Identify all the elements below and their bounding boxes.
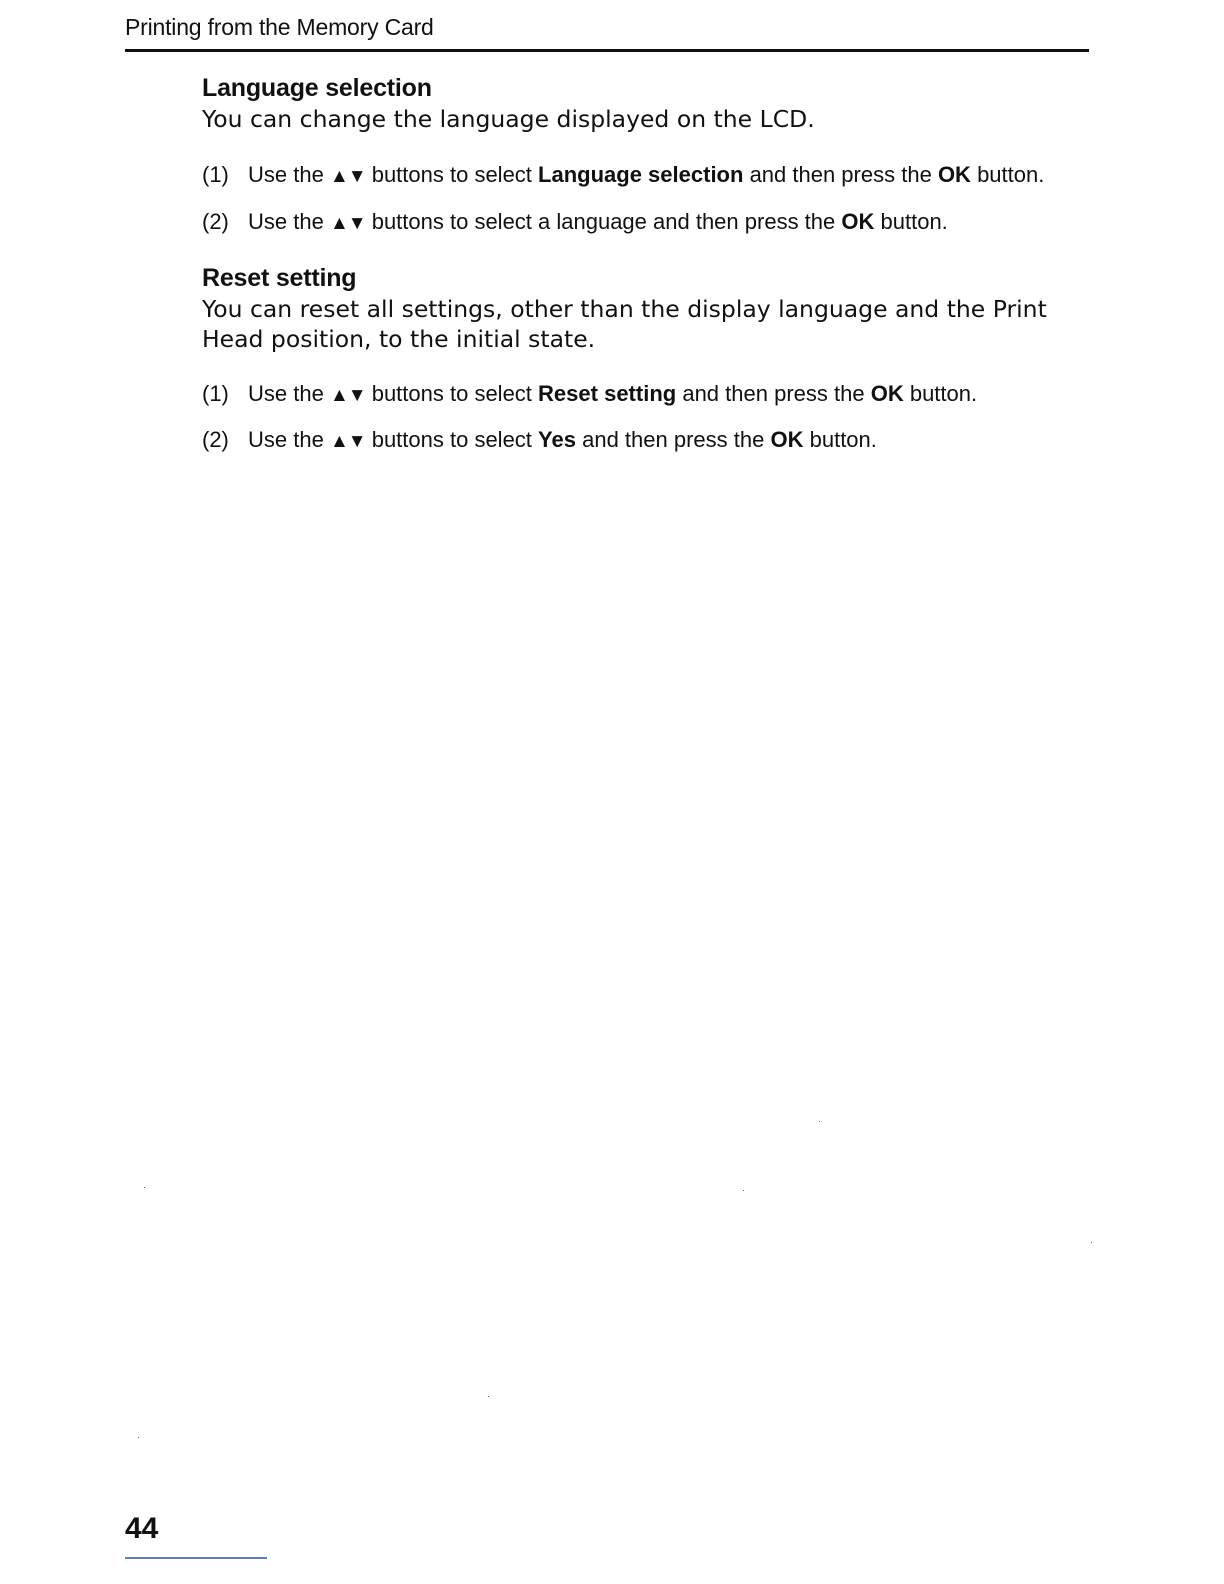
step-text: buttons to select <box>371 427 532 452</box>
step-text: Use the <box>248 162 324 187</box>
menu-item-label: Language selection <box>538 162 744 187</box>
up-down-arrows-icon: ▲▼ <box>329 385 366 406</box>
up-down-arrows-icon: ▲▼ <box>329 166 366 187</box>
menu-item-label: Yes <box>538 427 576 452</box>
scan-speck <box>138 1437 139 1438</box>
step-text: and then press the <box>682 381 865 406</box>
step-text: Use the <box>248 209 324 234</box>
running-header: Printing from the Memory Card <box>125 14 434 40</box>
step-number: (1) <box>202 162 229 187</box>
footer-rule <box>125 1557 267 1559</box>
scan-speck <box>144 1187 145 1188</box>
scan-speck <box>819 1121 820 1122</box>
step-text: button. <box>809 427 877 452</box>
step-number: (1) <box>202 381 229 406</box>
ok-button-label: OK <box>770 427 804 452</box>
step-text: button. <box>880 209 948 234</box>
section-title-language-selection: Language selection <box>202 74 432 102</box>
scan-speck <box>743 1190 744 1191</box>
step-language-1 <box>202 162 1044 188</box>
step-text: button. <box>909 381 978 406</box>
step-reset-1 <box>202 381 977 407</box>
scan-speck <box>1091 1242 1092 1243</box>
step-text: buttons to select <box>371 162 532 187</box>
step-text: Use the <box>248 427 324 452</box>
page-number: 44 <box>125 1512 159 1545</box>
step-text: and then press the <box>749 162 932 187</box>
menu-item-label: Reset setting <box>538 381 677 406</box>
scan-speck <box>488 1396 489 1397</box>
ok-button-label: OK <box>870 381 904 406</box>
step-text: buttons to select <box>371 381 532 406</box>
section-description-reset-setting: You can reset all settings, other than the display language and the Print Head position, to the initial state. <box>202 295 1047 353</box>
step-text: button. <box>977 162 1045 187</box>
section-title-reset-setting: Reset setting <box>202 264 357 292</box>
step-reset-2 <box>202 427 877 453</box>
ok-button-label: OK <box>937 162 971 187</box>
step-text: Use the <box>248 381 324 406</box>
step-language-2 <box>202 209 948 235</box>
step-number: (2) <box>202 427 229 452</box>
step-text: buttons to select a language and then press the <box>371 209 836 234</box>
ok-button-label: OK <box>841 209 875 234</box>
up-down-arrows-icon: ▲▼ <box>329 213 366 234</box>
step-number: (2) <box>202 209 229 234</box>
up-down-arrows-icon: ▲▼ <box>329 431 366 452</box>
header-rule <box>125 49 1089 52</box>
step-text: and then press the <box>582 427 765 452</box>
section-description-language-selection: You can change the language displayed on the LCD. <box>202 105 815 133</box>
